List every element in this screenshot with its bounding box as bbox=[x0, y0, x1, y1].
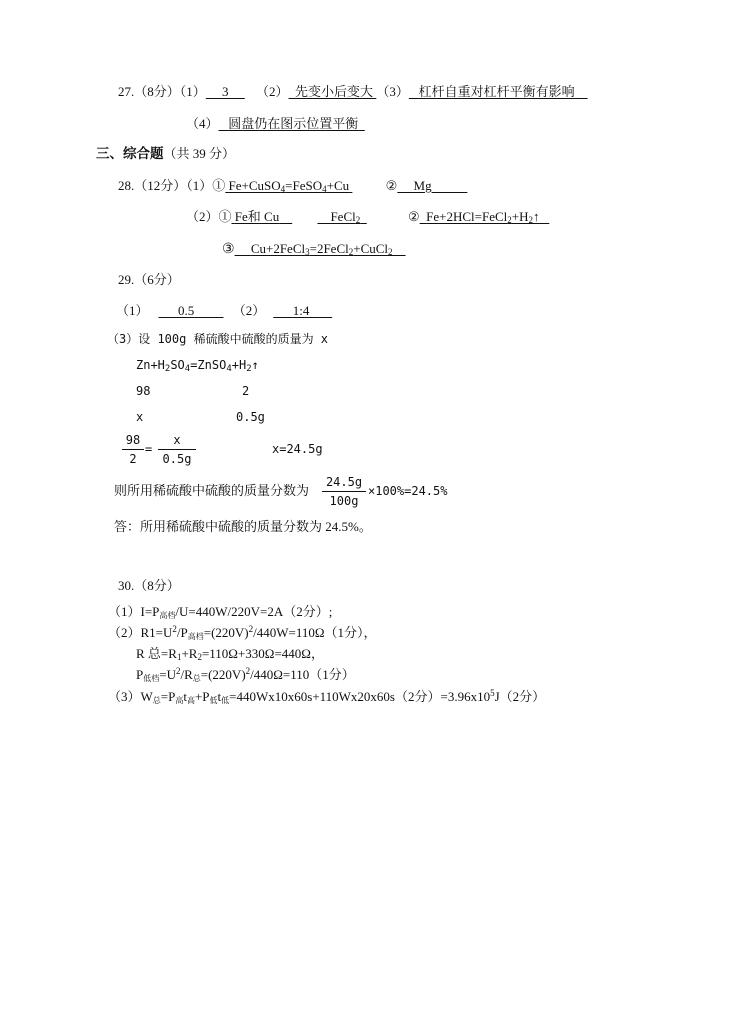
q28-answer-2: Mg bbox=[413, 178, 432, 193]
q27-line-2: （4） 圆盘仍在图示位置平衡 bbox=[186, 115, 365, 133]
q29-line-1: （1） 0.5 （2） 1:4 bbox=[116, 302, 332, 320]
q29-step-3-text: （3）设 100g 稀硫酸中硫酸的质量为 x bbox=[107, 332, 329, 346]
q29-molar-2: 2 bbox=[242, 384, 250, 398]
q28-line-1: 28.（12分）（1）① Fe+CuSO$_4$=FeSO$_4$+Cu ② Mg bbox=[118, 177, 467, 195]
q30-line-2: $(2)R1=U^2/P$高档$=(220V)^2/440W=110\Omega(1$分）， bbox=[108, 624, 377, 641]
q30-line-3: R 总$=R_1+R_2=110\Omega+330\Omega=440\Omega$， bbox=[136, 646, 324, 662]
q27-answer-2: 先变小后变大 bbox=[295, 84, 374, 99]
q29-result: x=24.5g bbox=[272, 442, 323, 456]
q28-answer-4: FeCl$_2$ bbox=[330, 209, 361, 225]
q27-answer-4: 圆盘仍在图示位置平衡 bbox=[228, 116, 359, 131]
q27-label: 27.（8分） bbox=[118, 84, 180, 99]
section-points: （共 39 分） bbox=[163, 146, 236, 161]
q29-molar-1: 98 bbox=[136, 384, 151, 398]
q29-answer: 答：所用稀硫酸中硫酸的质量分数为 24.5%。 bbox=[114, 519, 372, 534]
q28-label: 28.（12分） bbox=[118, 178, 187, 193]
q27-answer-3: 杠杆自重对杠杆平衡有影响 bbox=[418, 84, 575, 99]
q27-answer-1: 3 bbox=[222, 84, 229, 99]
q29-equals: = bbox=[145, 442, 153, 456]
q29-var-2: 0.5g bbox=[236, 410, 265, 424]
q30-line-5: （3）W总=P高t高+P低t低=440Wx10x60s+110Wx20x60s（2分）$=3.96x10^5J(2$分） bbox=[108, 688, 546, 705]
section-title: 三、综合题 bbox=[96, 146, 164, 162]
section-heading bbox=[96, 145, 235, 163]
q29-percent-suffix: ×100%=24.5% bbox=[368, 484, 448, 498]
q28-line-3: ③ Cu+2FeCl$_3$=2FeCl$_2$+CuCl$_2$ bbox=[222, 240, 406, 259]
q29-label: 29.（6分） bbox=[118, 272, 180, 287]
q29-fraction-2: x 0.5g bbox=[158, 432, 196, 467]
q28-line-2: （2）① Fe和 Cu FeCl$_2$ ② $Fe+2HCl=FeCl_2+H_2↑$ bbox=[186, 208, 549, 226]
q29-answer-1: 0.5 bbox=[178, 303, 195, 318]
q28-answer-1: Fe+CuSO$_4$=FeSO$_4$+Cu bbox=[228, 178, 350, 194]
q27-line-1: 27.（8分）（1） 3 （2） 先变小后变大 （3） 杠杆自重对杠杆平衡有影响 bbox=[118, 83, 588, 101]
q28-answer-3: Fe和 Cu bbox=[234, 209, 280, 224]
q29-equation: $Zn+H_2SO_4=ZnSO_4+H_2↑$ bbox=[136, 358, 259, 374]
q29-var-1: x bbox=[136, 410, 144, 424]
q29-percent-prefix: 则所用稀硫酸中硫酸的质量分数为 bbox=[114, 483, 310, 498]
q28-answer-5: $Fe+2HCl=FeCl_2+H_2↑$ bbox=[426, 209, 540, 225]
q29-answer-2: 1:4 bbox=[292, 303, 310, 318]
q30-label: 30.（8分） bbox=[118, 578, 180, 593]
q29-percent-fraction: 24.5g 100g bbox=[322, 474, 366, 509]
q28-answer-6: Cu+2FeCl$_3$=2FeCl$_2$+CuCl$_2$ bbox=[250, 241, 393, 257]
q30-line-1: （1）I=P高档/U=440W/220V=2A（2分）; bbox=[108, 604, 333, 620]
q30-line-4: P低档$=U^2/R$总$=(220V)^2/440\Omega=110(1$分） bbox=[136, 666, 355, 683]
q29-fraction-1: 98 2 bbox=[122, 432, 144, 467]
